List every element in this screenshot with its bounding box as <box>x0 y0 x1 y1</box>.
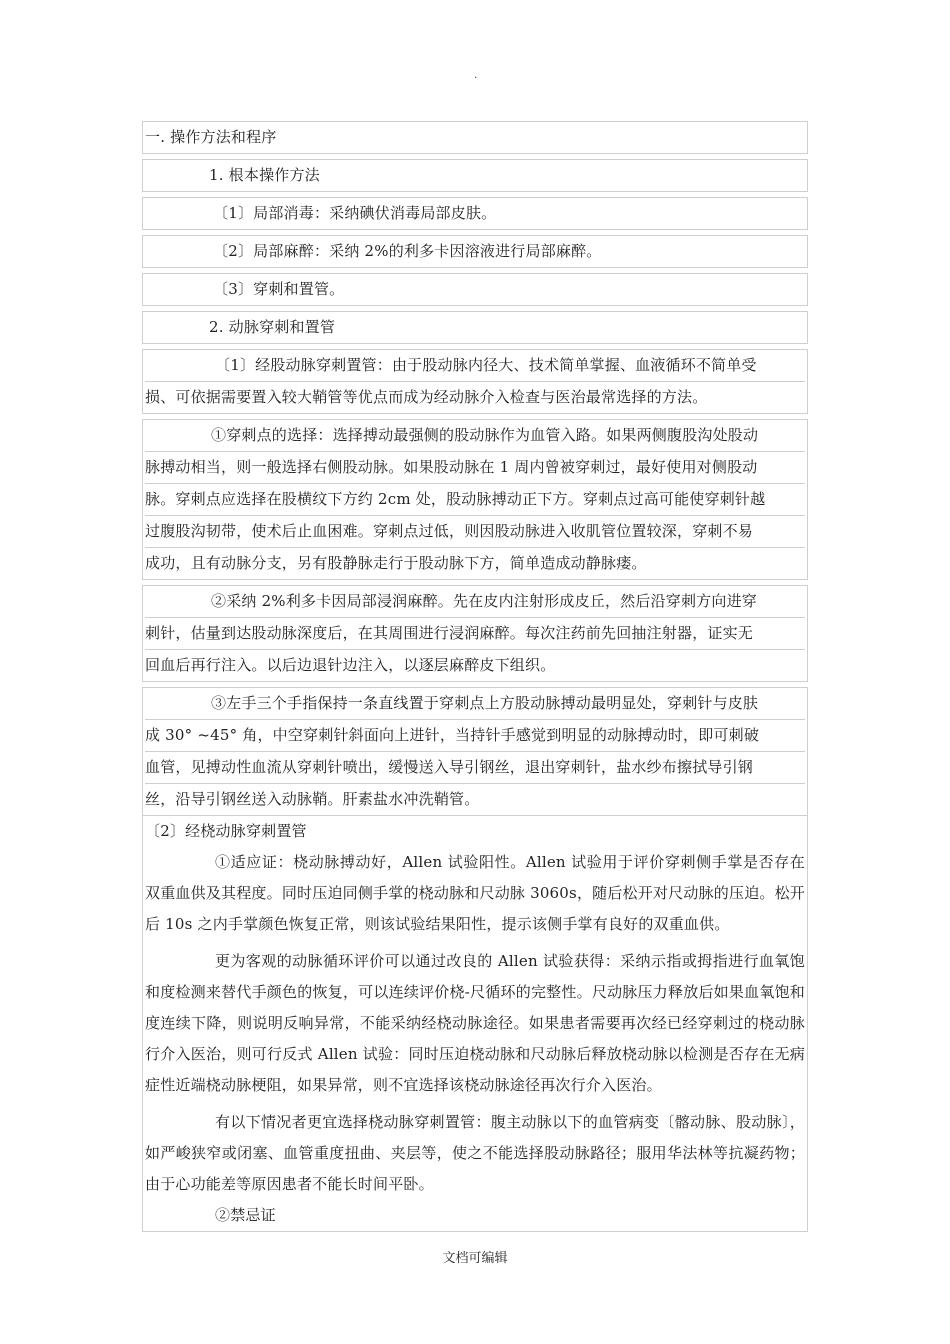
basic-step-3: 〔3〕穿刺和置管。 <box>142 273 808 306</box>
radial-heading: 〔2〕经桡动脉穿刺置管 <box>145 822 307 840</box>
section-title <box>142 121 808 154</box>
basic-step-2: 〔2〕局部麻醉：采纳 2%的利多卡因溶液进行局部麻醉。 <box>142 235 808 268</box>
modified-allen-paragraph: 更为客观的动脉循环评价可以通过改良的 Allen 试验获得：采纳示指或拇指进行血氧饱和度检测来替代手颜色的恢复，可以连续评价桡-尺循环的完整性。尺动脉压力释放后如果血氧饱和度连续下降，则说明反响异常，不能采纳经桡动脉途径。如果患者需要再次经已经穿刺过的桡动脉行介入医治，则可行反式 Allen 试验：同时压迫桡动脉和尺动脉后释放桡动脉以检测是否存在无病症性近端桡动脉梗阻，如果异常，则不宜选择该桡动脉途径再次行介入医治。 <box>145 952 805 1094</box>
document-body <box>142 121 808 1236</box>
arterial-heading: 2. 动脉穿刺和置管 <box>142 311 808 344</box>
femoral-site-paragraph: ①穿刺点的选择：选择搏动最强侧的股动脉作为血管入路。如果两侧腹股沟处股动 脉搏动相当，则一般选择右侧股动脉。如果股动脉在 1 周内曾被穿刺过，最好使用对侧股动 脉。穿刺点应选择在股横纹下方约 2cm 处，股动脉搏动正下方。穿刺点过高可能使穿刺针越 过腹股沟韧带，使术后止血困难。穿刺点过低，则因股动脉进入收肌管位置较深，穿刺不易 成功，且有动脉分支，另有股静脉走行于股动脉下方，简单造成动静脉瘘。 <box>142 419 808 580</box>
basic-heading: 1. 根本操作方法 <box>142 159 808 192</box>
contraindication-heading: ②禁忌证 <box>215 1206 276 1224</box>
femoral-puncture-paragraph: ③左手三个手指保持一条直线置于穿刺点上方股动脉搏动最明显处，穿刺针与皮肤 成 30° ~45° 角，中空穿刺针斜面向上进针，当持针手感觉到明显的动脉搏动时，即可刺破 血管，见搏动性血流从穿刺针喷出，缓慢送入导引钢丝，退出穿刺针，盐水纱布擦拭导引钢 丝，沿导引钢丝送入动脉鞘。肝素盐水冲洗鞘管。 <box>142 687 808 816</box>
section-title-text: 一. 操作方法和程序 <box>145 128 277 146</box>
femoral-paragraph: 〔1〕经股动脉穿刺置管：由于股动脉内径大、技术简单掌握、血液循环不简单受 损、可依据需要置入较大鞘管等优点而成为经动脉介入检查与医治最常选择的方法。 <box>142 349 808 414</box>
radial-section <box>142 816 808 1232</box>
radial-preferred-paragraph: 有以下情况者更宜选择桡动脉穿刺置管：腹主动脉以下的血管病变〔髂动脉、股动脉〕，如严峻狭窄或闭塞、血管重度扭曲、夹层等，使之不能选择股动脉路径；服用华法林等抗凝药物；由于心功能差等原因患者不能长时间平卧。 <box>145 1113 805 1193</box>
radial-indication: ①适应证：桡动脉搏动好，Allen 试验阳性。Allen 试验用于评价穿刺侧手掌是否存在双重血供及其程度。同时压迫同侧手掌的桡动脉和尺动脉 3060s，随后松开对尺动脉的压迫。松开后 10s 之内手掌颜色恢复正常，则该试验结果阳性，提示该侧手掌有良好的双重血供。 <box>145 853 806 933</box>
basic-step-1: 〔1〕局部消毒：采纳碘伏消毒局部皮肤。 <box>142 197 808 230</box>
page-footer: 文档可编辑 <box>442 1251 508 1266</box>
header-mark: . <box>474 70 478 81</box>
femoral-anesthesia-paragraph: ②采纳 2%利多卡因局部浸润麻醉。先在皮内注射形成皮丘，然后沿穿刺方向进穿 刺针，估量到达股动脉深度后，在其周围进行浸润麻醉。每次注药前先回抽注射器，证实无 回血后再行注入。以后边退针边注入，以逐层麻醉皮下组织。 <box>142 585 808 682</box>
